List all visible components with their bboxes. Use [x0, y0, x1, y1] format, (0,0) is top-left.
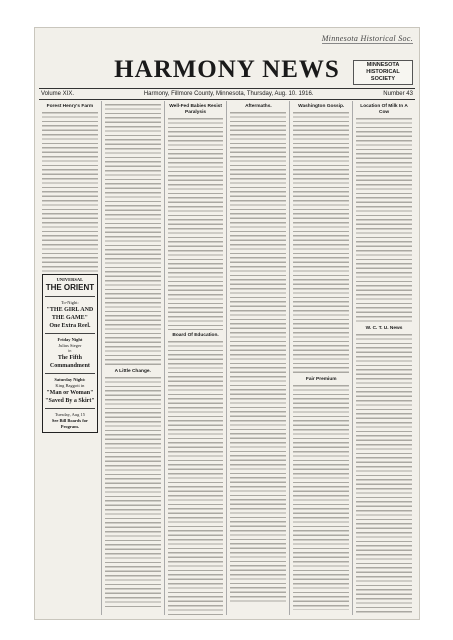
article-heading: Aftermaths.: [245, 104, 272, 109]
issue-number: Number 43: [383, 91, 413, 97]
article-text-block: [105, 377, 161, 607]
historical-box-line: SOCIETY: [370, 76, 396, 82]
column-1: [39, 101, 102, 615]
article-heading: Board Of Education.: [172, 333, 219, 338]
article-text-block: [105, 104, 161, 366]
article-text-block: [168, 341, 224, 615]
ad-tuesday: Tuesday, Aug 15: [54, 412, 85, 417]
dateline-bar: [39, 88, 415, 100]
ad-feature: "THE GIRL AND THE GAME": [46, 307, 94, 321]
article-heading: A Little Change.: [114, 369, 151, 374]
article-text-block: [356, 334, 412, 615]
article-text-block: [356, 118, 412, 323]
ad-in: in: [68, 349, 72, 353]
article-text-block: [293, 385, 349, 610]
column-5: [290, 101, 353, 615]
article-heading: W. C. T. U. News: [365, 326, 403, 331]
ad-fifth: The Fifth Commandment: [49, 355, 90, 369]
article-heading: Location Of Milk In A Cow: [360, 104, 408, 115]
article-heading: Washington Gossip.: [298, 104, 345, 109]
ad-friday: Friday Night: [57, 337, 83, 342]
ad-julius: Julius Steger: [58, 343, 82, 348]
volume-label: Volume XIX.: [41, 91, 75, 97]
article-heading: Forest Henry's Farm: [46, 104, 94, 109]
columns-container: [39, 101, 415, 615]
column-2: [102, 101, 165, 615]
theatre-advertisement: [42, 274, 98, 433]
ad-universal: UNIVERSAL: [56, 277, 84, 282]
historical-box-line: MINNESOTA: [366, 62, 400, 68]
ad-see: See Bill Boards for Program.: [51, 418, 88, 429]
ad-one-reel: One Extra Reel.: [49, 323, 91, 329]
ad-tonight: To-Night:: [61, 300, 79, 305]
newspaper-masthead: HARMONY NEWS: [114, 56, 340, 83]
article-text-block: [230, 112, 286, 602]
archive-stamp: Minnesota Historical Soc.: [321, 34, 413, 43]
article-text-block: [293, 112, 349, 374]
column-6: [353, 101, 415, 615]
column-4: [227, 101, 290, 615]
historical-society-box: [353, 60, 413, 85]
ad-man: "Man or Woman": [46, 390, 94, 396]
newspaper-page: [34, 27, 420, 620]
ad-theatre-name: THE ORIENT: [45, 283, 95, 292]
ad-king: King Baggott in: [55, 383, 85, 388]
ad-saturday: Saturday Night:: [54, 377, 86, 382]
article-heading: Fair Premium: [305, 377, 337, 382]
historical-box-line: HISTORICAL: [366, 69, 400, 75]
ad-saved: "Saved By a Skirt": [45, 398, 95, 404]
date-location: Harmony, Fillmore County, Minnesota, Thursday, Aug. 10. 1916.: [143, 91, 314, 97]
article-text-block: [42, 112, 98, 272]
column-3: [165, 101, 228, 615]
article-heading: Well-Fed Babies Resist Paralysis: [169, 104, 222, 115]
article-text-block: [168, 118, 224, 330]
